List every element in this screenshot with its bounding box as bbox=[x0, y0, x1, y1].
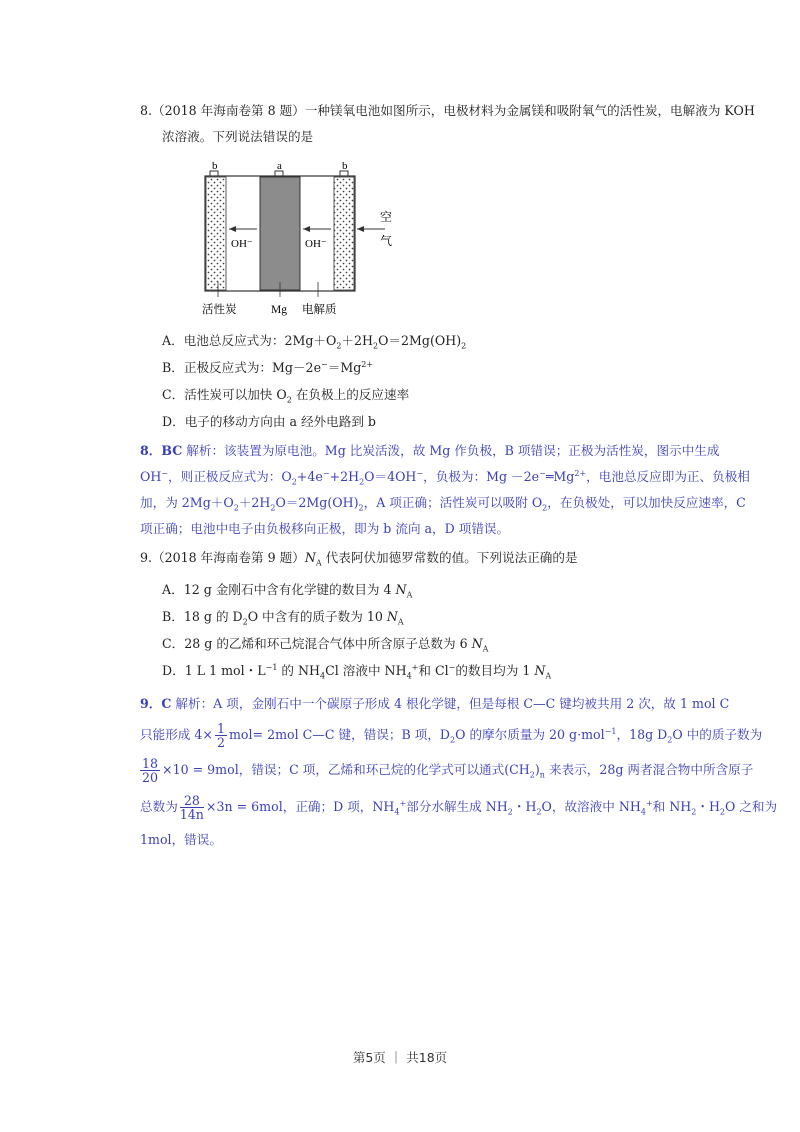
a9-text: ×10 = 9mol，错误；C 项，乙烯和环己烷的化学式可以通式(CH bbox=[162, 762, 530, 777]
answer-9-line5: 1mol，错误。 bbox=[140, 832, 222, 847]
frac-num: 1 bbox=[216, 721, 225, 736]
sup: − bbox=[322, 468, 330, 478]
sup: − bbox=[321, 359, 328, 369]
sub: 4 bbox=[406, 671, 412, 681]
q9-text: 代表阿伏加德罗常数的值。下列说法正确的是 bbox=[321, 550, 578, 565]
label-activated-carbon: 活性炭 bbox=[202, 302, 237, 316]
air-arrowhead bbox=[357, 226, 364, 232]
terminal-label-a: a bbox=[277, 160, 282, 172]
a9-text: 来表示，28g 两者混合物中所含原子 bbox=[544, 762, 754, 777]
sub: 2 bbox=[719, 807, 726, 817]
sub: 2 bbox=[667, 735, 673, 745]
q9-text: 9.（2018 年海南卷第 9 题） bbox=[140, 550, 305, 565]
answer-9-explanation bbox=[140, 690, 778, 852]
answer-9-line1: 解析：A 项，金刚石中一个碳原子形成 4 根化学键，但是每根 C—C 键均被共用 2 次，故 1 mol C bbox=[171, 696, 730, 711]
sub: 2 bbox=[536, 807, 542, 817]
sub: 2 bbox=[542, 503, 548, 513]
sup: −1 bbox=[265, 662, 278, 672]
sup: 2+ bbox=[574, 468, 587, 478]
page-footer: 第5页 ｜ 共18页 bbox=[352, 1050, 448, 1065]
answer-8-line4: 项正确；电池中电子由负极移向正极，即为 b 流向 a，D 项错误。 bbox=[140, 521, 510, 536]
a8-text: ═Mg bbox=[545, 469, 575, 484]
sub: 2 bbox=[242, 617, 248, 627]
q9-option-c bbox=[162, 633, 488, 652]
sup: − bbox=[448, 662, 456, 672]
q9-option-a-text: A．12 g 金刚石中含有化学键的数目为 4 bbox=[162, 582, 396, 597]
a8-text: O＝2Mg(OH) bbox=[275, 495, 359, 510]
sup: + bbox=[645, 798, 653, 808]
q8-option-c bbox=[162, 384, 409, 403]
q9-option-d-text1: D．1 L 1 mol・L bbox=[162, 663, 266, 678]
q8-stem-line2: 浓溶液。下列说法错误的是 bbox=[162, 129, 314, 144]
a9-text: ・H bbox=[512, 799, 537, 814]
sup: − bbox=[539, 468, 546, 478]
sub: A bbox=[315, 558, 322, 568]
sub: A bbox=[397, 617, 404, 627]
a9-text: 总数为 bbox=[140, 799, 178, 814]
a9-text: ×3n = 6mol，正确；D 项，NH bbox=[205, 799, 395, 814]
sub: 2 bbox=[461, 341, 467, 351]
a9-text: 和 NH bbox=[652, 799, 692, 814]
frac-den: 14n bbox=[179, 807, 204, 822]
oh-label-right: OH⁻ bbox=[305, 238, 327, 250]
a8-text: 加，为 2Mg＋O bbox=[140, 495, 234, 510]
question-9-stem bbox=[140, 545, 725, 571]
q9-option-d-text2: 的 NH bbox=[277, 663, 321, 678]
q8-option-d: D．电子的移动方向由 a 经外电路到 b bbox=[162, 414, 376, 429]
a9-text: ，18g D bbox=[616, 727, 668, 742]
sub: A bbox=[482, 644, 489, 654]
sub: 2 bbox=[691, 807, 697, 817]
fraction-28-14n bbox=[180, 794, 204, 821]
sub: 2 bbox=[529, 770, 535, 780]
fraction-18-20 bbox=[140, 757, 160, 784]
activated-carbon-right bbox=[334, 177, 354, 290]
a9-text: O 中的质子数为 bbox=[672, 727, 763, 742]
a8-text: OH bbox=[140, 469, 162, 484]
sub: 2 bbox=[291, 477, 297, 487]
q8-option-a bbox=[162, 330, 466, 349]
a9-text: mol= 2mol C—C 键，错误；B 项，D bbox=[228, 727, 451, 742]
sub: A bbox=[545, 671, 552, 681]
q8-option-c-text2: 在负极上的反应速率 bbox=[291, 387, 410, 402]
a9-text: 只能形成 4× bbox=[140, 727, 213, 742]
air-label-bottom: 气 bbox=[380, 234, 393, 248]
fraction-one-half bbox=[215, 722, 227, 749]
question-8-stem bbox=[140, 98, 755, 150]
q9-option-b-text1: B．18 g 的 D bbox=[162, 609, 243, 624]
q9-option-d-text4: 和 Cl bbox=[418, 663, 449, 678]
a8-text: ，负极为：Mg －2e bbox=[423, 469, 540, 484]
sub: 2 bbox=[507, 807, 513, 817]
a8-text: O＝4OH bbox=[364, 469, 417, 484]
sub: 4 bbox=[320, 671, 326, 681]
answer-9-label: 9．C bbox=[140, 696, 172, 711]
q9-option-a bbox=[162, 579, 412, 598]
sub: 2 bbox=[450, 735, 456, 745]
answer-8-explanation bbox=[140, 438, 750, 542]
label-electrolyte: 电解质 bbox=[302, 302, 337, 316]
answer-8-line1: 解析：该装置为原电池。Mg 比炭活泼，故 Mg 作负极，B 项错误；正极为活性炭，图示中生成 bbox=[182, 443, 720, 458]
sub: 2 bbox=[373, 341, 379, 351]
oh-label-left: OH⁻ bbox=[231, 238, 253, 250]
q9-n: N bbox=[534, 663, 546, 678]
q9-option-c-text: C．28 g 的乙烯和环己烷混合气体中所含原子总数为 6 bbox=[162, 636, 472, 651]
q8-option-b bbox=[162, 357, 373, 376]
a9-text: ) bbox=[534, 762, 540, 777]
sup: −1 bbox=[604, 726, 617, 736]
q8-option-b-text1: B．正极反应式为：Mg－2e bbox=[162, 360, 322, 375]
q9-n: N bbox=[395, 582, 407, 597]
a8-text: ，则正极反应式为：O bbox=[168, 469, 292, 484]
sub: 2 bbox=[359, 477, 365, 487]
sub: 2 bbox=[358, 503, 364, 513]
air-label-top: 空 bbox=[380, 210, 393, 224]
a8-text: ，在负极处，可以加快反应速率，C bbox=[547, 495, 746, 510]
magnesium-electrode bbox=[260, 177, 300, 290]
a9-text: 部分水解生成 NH bbox=[406, 799, 508, 814]
q9-option-b-text2: O 中含有的质子数为 10 bbox=[247, 609, 387, 624]
sub: 2 bbox=[233, 503, 239, 513]
sup: + bbox=[399, 798, 407, 808]
a8-text: ，电池总反应即为正、负极相 bbox=[586, 469, 750, 484]
label-mg: Mg bbox=[271, 304, 287, 316]
sup: − bbox=[416, 468, 424, 478]
sub: 4 bbox=[394, 807, 400, 817]
sup: − bbox=[161, 468, 169, 478]
q9-n: N bbox=[471, 636, 483, 651]
q8-option-c-text1: C．活性炭可以加快 O bbox=[162, 387, 287, 402]
q8-option-a-text3: O＝2Mg(OH) bbox=[378, 333, 462, 348]
frac-num: 28 bbox=[180, 794, 204, 808]
frac-den: 2 bbox=[216, 735, 225, 750]
q8-option-a-text1: A．电池总反应式为：2Mg＋O bbox=[162, 333, 337, 348]
a9-text: ・H bbox=[696, 799, 720, 814]
a8-text: ＋2H bbox=[238, 495, 271, 510]
q8-option-a-text2: ＋2H bbox=[341, 333, 374, 348]
magnesium-oxygen-battery-figure bbox=[195, 157, 430, 317]
q8-option-b-text2: ＝Mg bbox=[327, 360, 362, 375]
answer-8-label: 8．BC bbox=[140, 443, 183, 458]
a8-text: +2H bbox=[329, 469, 360, 484]
q9-n: N bbox=[386, 609, 398, 624]
sub: 2 bbox=[286, 395, 292, 405]
q8-stem-line1: 8.（2018 年海南卷第 8 题）一种镁氧电池如图所示，电极材料为金属镁和吸附氧气的活性炭，电解液为 KOH bbox=[140, 103, 755, 118]
q9-na: N bbox=[304, 550, 316, 565]
activated-carbon-left bbox=[206, 177, 226, 290]
terminal-label-b-right: b bbox=[342, 160, 348, 172]
sup: + bbox=[411, 662, 419, 672]
oh-arrowhead-left bbox=[229, 226, 236, 232]
a9-text: O 的摩尔质量为 20 g·mol bbox=[455, 727, 605, 742]
a9-text: O，故溶液中 NH bbox=[541, 799, 641, 814]
terminal-label-b-left: b bbox=[212, 160, 218, 172]
sub: 2 bbox=[336, 341, 342, 351]
frac-den: 20 bbox=[142, 770, 159, 785]
sup: 2+ bbox=[361, 359, 374, 369]
sub: 4 bbox=[640, 807, 646, 817]
oh-arrowhead-right bbox=[303, 226, 310, 232]
sub: 2 bbox=[270, 503, 276, 513]
sub: A bbox=[406, 590, 413, 600]
sub: n bbox=[539, 770, 545, 780]
a8-text: +4e bbox=[296, 469, 323, 484]
q9-option-b bbox=[162, 606, 404, 625]
a8-text: ，A 项正确；活性炭可以吸附 O bbox=[363, 495, 543, 510]
q9-option-d-text5: 的数目均为 1 bbox=[455, 663, 535, 678]
a9-text: O 之和为 bbox=[725, 799, 778, 814]
q9-option-d-text3: Cl 溶液中 NH bbox=[325, 663, 407, 678]
frac-num: 18 bbox=[142, 756, 159, 771]
q9-option-d bbox=[162, 660, 551, 679]
